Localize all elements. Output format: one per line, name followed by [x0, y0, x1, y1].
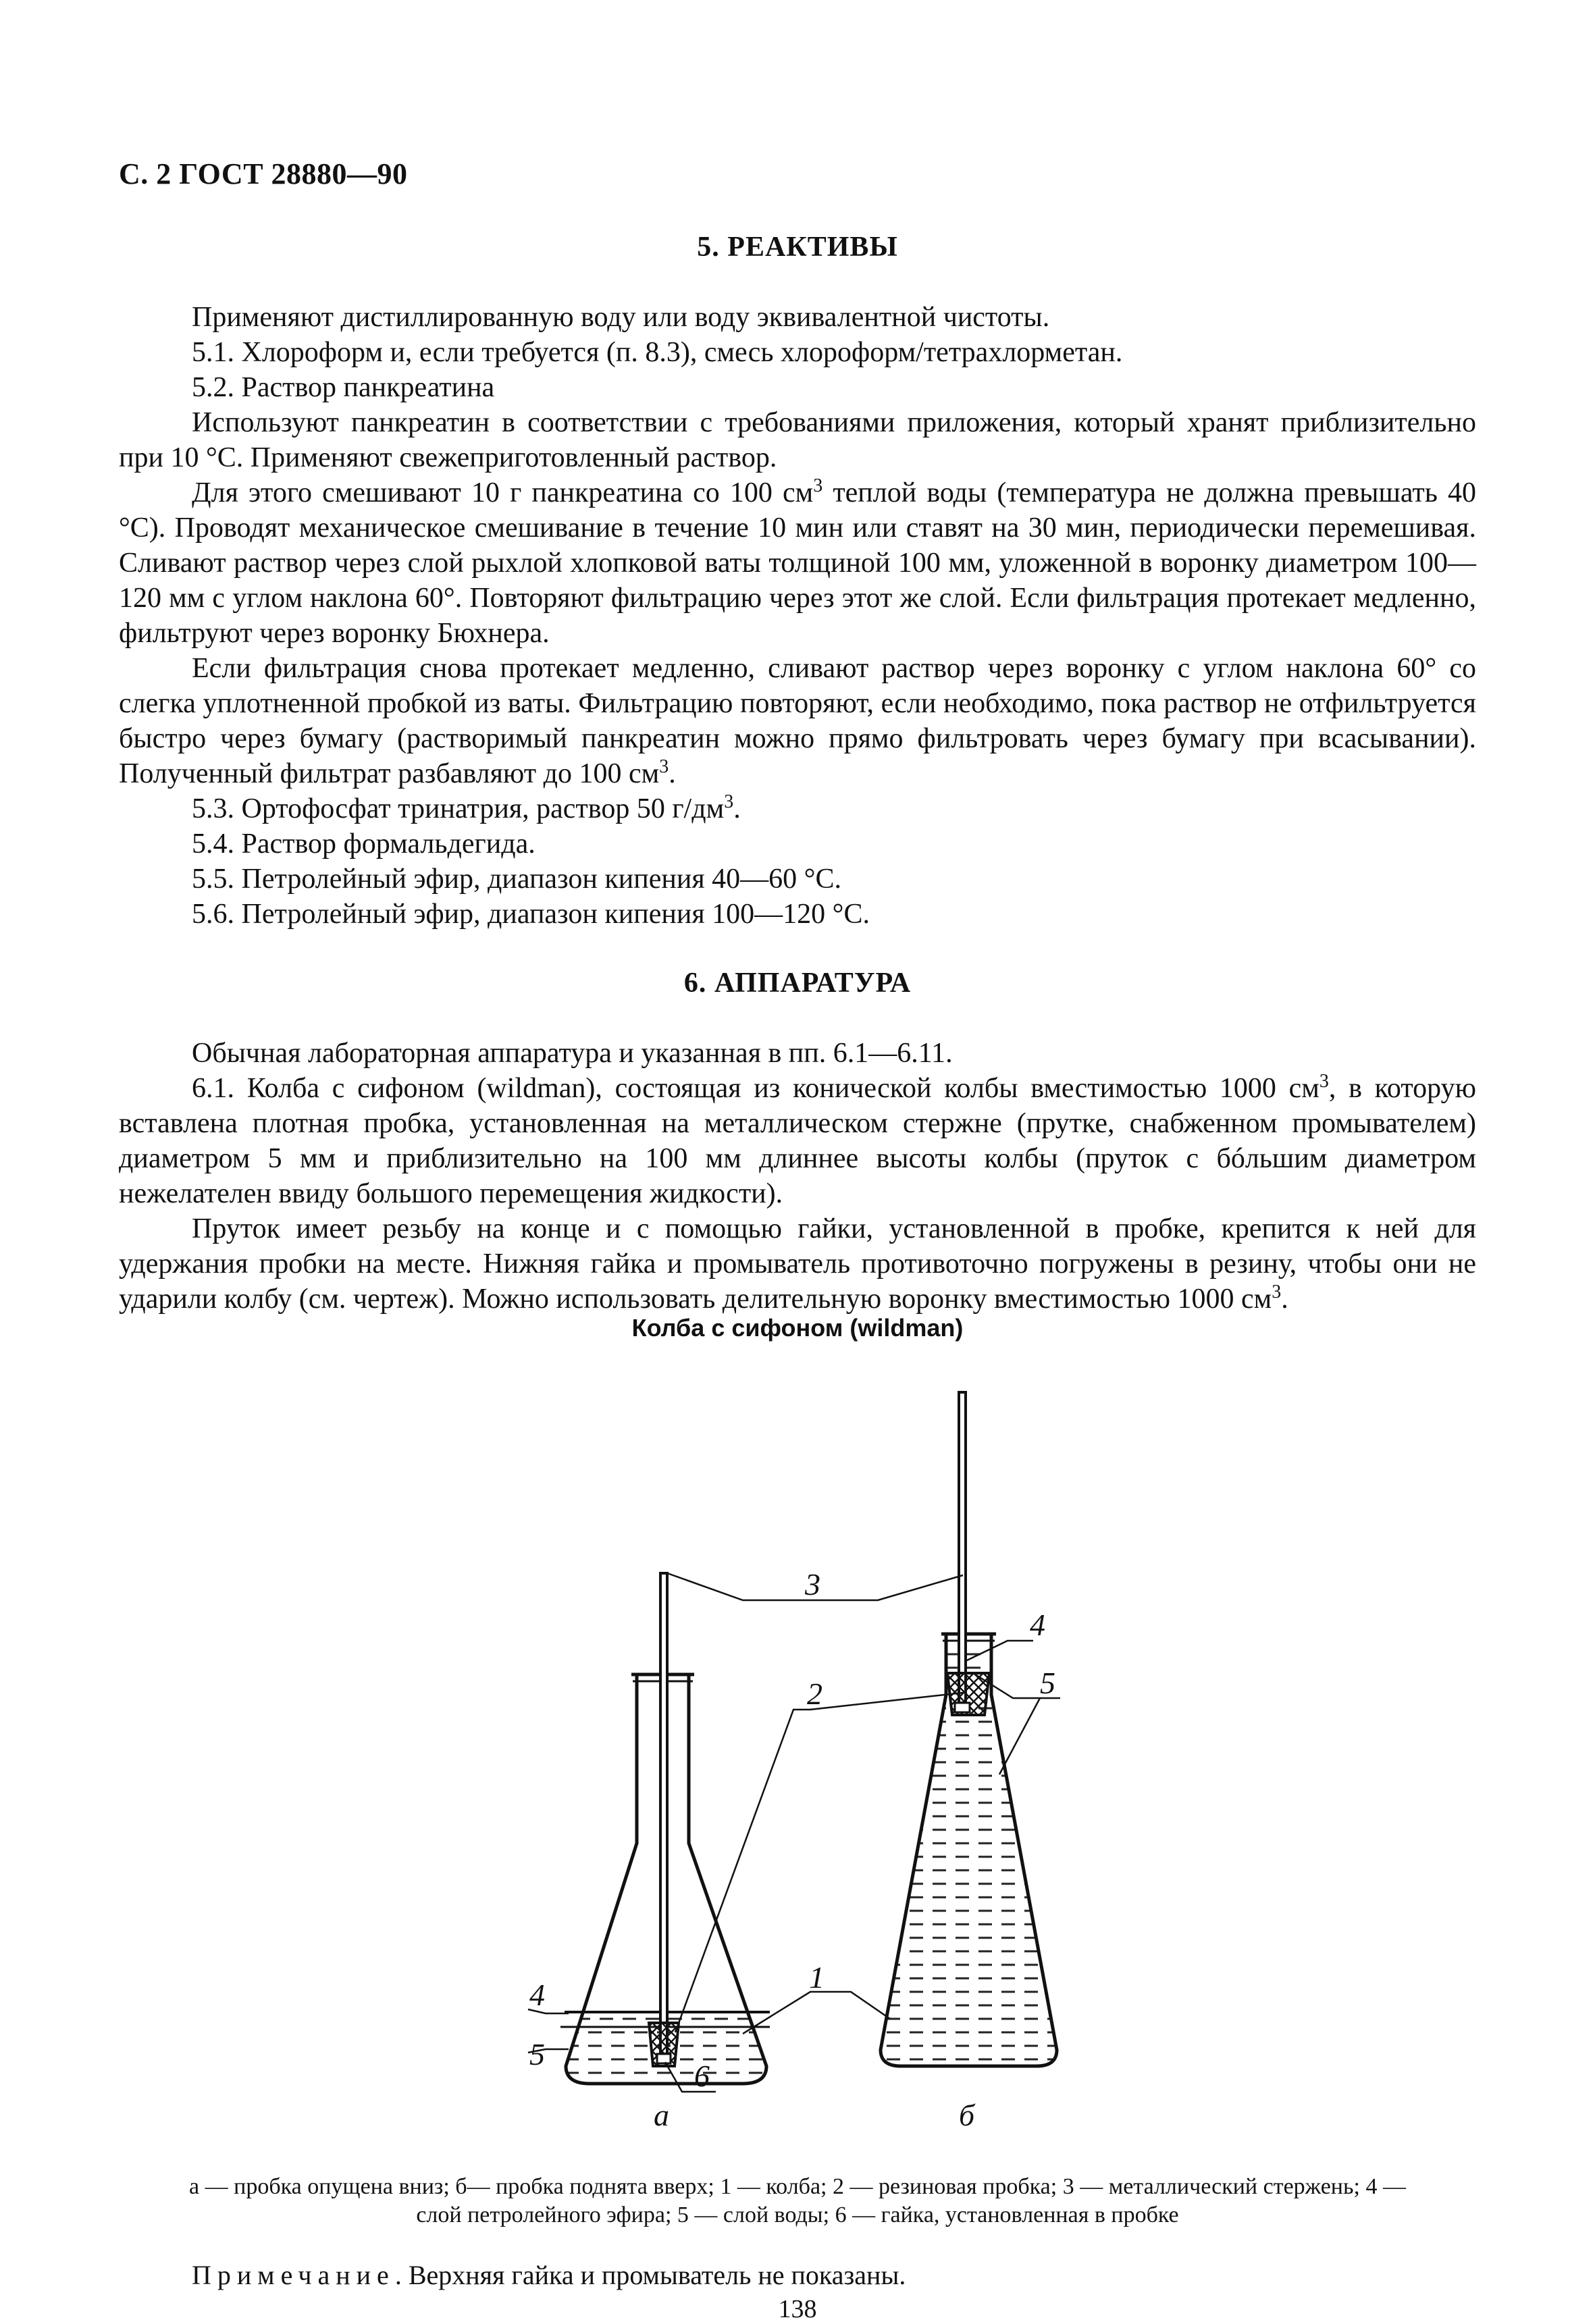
section-6-title: 6. АППАРАТУРА	[683, 968, 912, 999]
text-run: .	[1281, 1284, 1288, 1315]
label-5b: 5	[1040, 1666, 1055, 1700]
superscript: 3	[1319, 1071, 1329, 1092]
flask-diagram	[0, 1350, 1595, 2161]
nut-a	[657, 2054, 671, 2063]
label-1: 1	[809, 1960, 825, 1995]
paragraph: 5.1. Хлороформ и, если требуется (п. 8.3), смесь хлороформ/тетрахлорметан.	[192, 337, 1123, 368]
paragraph: Используют панкреатин в соответствии с требованиями приложения, который хранят приблизительно при 10 °С. Применяют свежеприготовленный раствор.	[119, 407, 1476, 473]
paragraph	[119, 1071, 1476, 1211]
text-run: , в которую вставлена плотная пробка, установленная на металлическом стержне (прутке, снабженном промывателем) диаметром 5 мм и приблизительно на 100 мм длиннее высоты колбы (пруток с бóльшим диаметром нежелателен ввиду большого перемещения жидкости).	[119, 1073, 1476, 1209]
text-run: Если фильтрация снова протекает медленно, сливают раствор через воронку с углом наклона 60° со слегка уплотненной пробкой из ваты. Фильтрацию повторяют, если необходимо, пока раствор не отфильтруется быстро через бумагу (растворимый панкреатин можно прямо фильтровать через бумагу при всасывании). Полученный фильтрат разбавляют до 100 см	[119, 653, 1476, 789]
paragraph: Обычная лабораторная аппаратура и указанная в пп. 6.1—6.11.	[192, 1038, 953, 1069]
label-3: 3	[805, 1567, 820, 1602]
rod-b	[959, 1392, 966, 1703]
section-5-title: 5. РЕАКТИВЫ	[697, 232, 898, 263]
flask-a	[560, 1573, 777, 2086]
superscript: 3	[659, 756, 669, 777]
label-4a: 4	[529, 1978, 545, 2012]
figure-title: Колба с сифоном (wildman)	[631, 1314, 964, 1342]
paragraph: 5.5. Петролейный эфир, диапазон кипения 40—60 °С.	[192, 864, 841, 895]
label-5a: 5	[529, 2037, 545, 2071]
paragraph	[119, 1211, 1476, 1317]
ether-layer-b	[871, 1637, 1067, 1673]
text-run: .	[669, 758, 676, 789]
label-4b: 4	[1030, 1608, 1045, 1642]
nut-b	[955, 1703, 970, 1712]
caption-line: а — пробка опущена вниз; б— пробка поднята вверх; 1 — колба; 2 — резиновая пробка; 3 — металлический стержень; 4 —	[189, 2174, 1406, 2199]
superscript: 3	[1272, 1282, 1282, 1302]
text-run: Для этого смешивают 10 г панкреатина со 100 см	[192, 477, 814, 508]
paragraph: Применяют дистиллированную воду или воду эквивалентной чистоты.	[192, 302, 1050, 333]
paragraph: 5.2. Раствор панкреатина	[192, 372, 495, 403]
paragraph: 5.6. Петролейный эфир, диапазон кипения 100—120 °С.	[192, 899, 870, 930]
text-run: Пруток имеет резьбу на конце и с помощью гайки, установленной в пробке, крепится к ней для удержания пробки на месте. Нижняя гайка и промыватель противоточно погружены в резину, чтобы они не ударили колбу (см. чертеж). Можно использовать делительную воронку вместимостью 1000 см	[119, 1213, 1476, 1315]
note-label: Примечание	[192, 2260, 395, 2290]
paragraph	[119, 651, 1476, 791]
paragraph	[119, 475, 1476, 651]
label-a: а	[654, 2098, 669, 2132]
running-title: С. 2 ГОСТ 28880—90	[119, 157, 408, 190]
text-run: 5.3. Ортофосфат тринатрия, раствор 50 г/дм	[192, 793, 725, 824]
label-b: б	[959, 2098, 975, 2132]
note-text: . Верхняя гайка и промыватель не показаны.	[394, 2260, 906, 2290]
label-2: 2	[807, 1676, 822, 1711]
note	[192, 2259, 906, 2291]
figure-caption	[119, 2173, 1476, 2229]
rod-a	[660, 1573, 667, 2054]
superscript: 3	[724, 791, 734, 812]
page-number: 138	[778, 2295, 817, 2323]
text-run: теплой воды (температура не должна превышать 40 °С). Проводят механическое смешивание в течение 10 мин или ставят на 30 мин, периодически перемешивая. Сливают раствор через слой рыхлой хлопковой ваты толщиной 100 мм, уложенной в воронку диаметром 100—120 мм с углом наклона 60°. Повторяют фильтрацию через этот же слой. Если фильтрация протекает медленно, фильтруют через воронку Бюхнера.	[119, 477, 1476, 649]
water-layer-b	[871, 1701, 1067, 2069]
flask-b	[871, 1392, 1067, 2069]
superscript: 3	[813, 475, 823, 496]
label-6: 6	[694, 2059, 710, 2093]
paragraph: 5.4. Раствор формальдегида.	[192, 828, 535, 860]
text-run: 6.1. Колба с сифоном (wildman), состоящая из конической колбы вместимостью 1000 см	[192, 1073, 1319, 1104]
caption-line: слой петролейного эфира; 5 — слой воды; 6 — гайка, установленная в пробке	[416, 2202, 1179, 2227]
paragraph	[119, 791, 1476, 826]
text-run: .	[733, 793, 741, 824]
main-text	[119, 230, 1476, 1317]
